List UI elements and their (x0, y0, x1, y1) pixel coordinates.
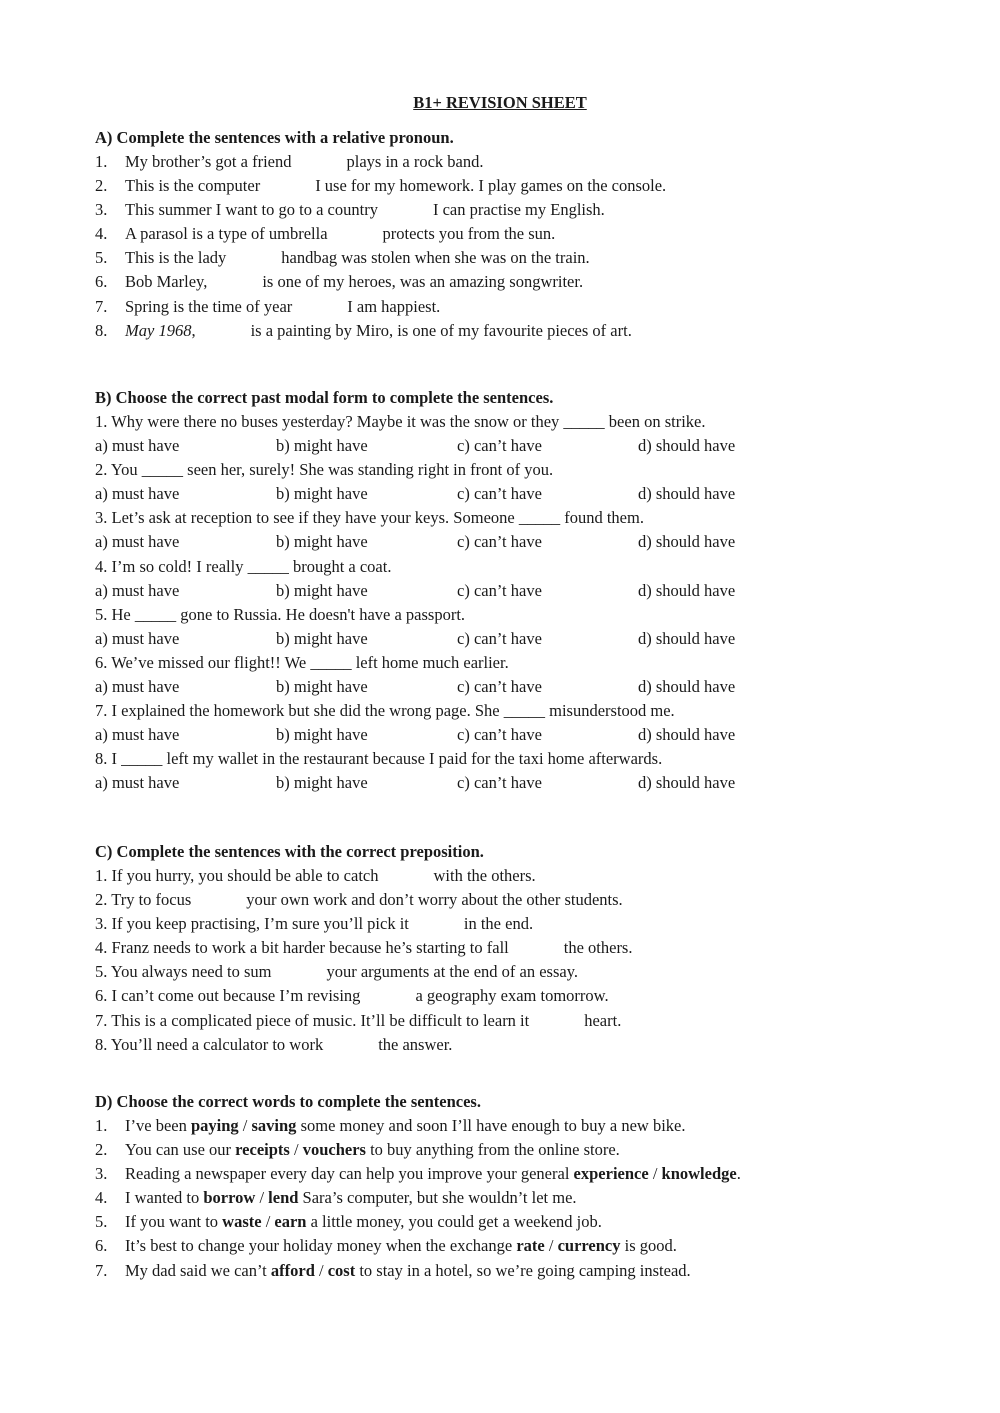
item-number: 4. (95, 224, 108, 244)
question: 1. Why were there no buses yesterday? Maybe it was the snow or they _____ been on strike. (95, 412, 706, 431)
option-a: a) must have (95, 580, 180, 600)
list-item (95, 1234, 955, 1258)
answer-options (95, 482, 955, 506)
item-number: 5. (95, 1212, 108, 1232)
item-number: 1. (95, 152, 108, 171)
sentence-end: the answer. (378, 1034, 453, 1054)
word-choice-2: lend (268, 1188, 299, 1208)
sentence-start: 6. I can’t come out because I’m revising (95, 986, 361, 1006)
page-title: B1+ REVISION SHEET (413, 93, 587, 112)
list-item (95, 295, 955, 319)
choice-separator: / (261, 1212, 275, 1232)
sentence-start: My brother’s got a friend (125, 152, 292, 171)
sentence-start: I’ve been (125, 1116, 191, 1135)
word-choice-2: saving (251, 1116, 297, 1135)
option-b: b) might have (276, 436, 368, 456)
sentence-end: protects you from the sun. (382, 224, 556, 244)
list-item (95, 888, 955, 912)
option-a: a) must have (95, 484, 180, 504)
sentence-end: with the others. (433, 866, 536, 885)
option-d: d) should have (638, 484, 736, 504)
choice-separator: / (238, 1116, 252, 1135)
sentence-start: You can use our (125, 1140, 236, 1160)
item-number: 3. (95, 200, 108, 220)
sentence-start: 4. Franz needs to work a bit harder because he’s starting to fall (95, 938, 509, 958)
sentence-end: a geography exam tomorrow. (415, 986, 609, 1006)
word-choice-1: receipts (235, 1140, 290, 1160)
option-c: c) can’t have (457, 532, 542, 552)
word-choice-2: knowledge (661, 1164, 737, 1184)
question: 8. I _____ left my wallet in the restaurant because I paid for the taxi home afterwards. (95, 749, 663, 769)
word-choice-1: waste (222, 1212, 262, 1232)
list-item (95, 1259, 955, 1283)
sentence-start: 5. You always need to sum (95, 962, 272, 982)
question: 7. I explained the homework but she did the wrong page. She _____ misunderstood me. (95, 701, 675, 721)
choice-separator: / (314, 1260, 328, 1280)
section-b-heading: B) Choose the correct past modal form to complete the sentences. (95, 388, 554, 407)
answer-options (95, 434, 955, 458)
section-d-heading: D) Choose the correct words to complete the sentences. (95, 1092, 481, 1111)
word-choice-2: cost (327, 1260, 356, 1280)
sentence-end: is a painting by Miro, is one of my favourite pieces of art. (250, 320, 632, 340)
option-b: b) might have (276, 677, 368, 697)
option-a: a) must have (95, 436, 180, 456)
option-c: c) can’t have (457, 484, 542, 504)
option-d: d) should have (638, 773, 736, 793)
artwork-title: May 1968 (125, 320, 192, 340)
section-c (95, 840, 955, 1057)
list-item (95, 984, 955, 1008)
sentence-start: I wanted to (125, 1188, 204, 1208)
sentence-end: is one of my heroes, was an amazing songwriter. (262, 272, 584, 292)
section-a (95, 126, 955, 343)
option-c: c) can’t have (457, 436, 542, 456)
sentence-end: to stay in a hotel, so we’re going camping instead. (355, 1260, 691, 1280)
option-a: a) must have (95, 532, 180, 552)
word-choice-1: paying (190, 1116, 239, 1135)
option-b: b) might have (276, 725, 368, 745)
list-item (95, 150, 955, 174)
word-choice-2: currency (557, 1236, 621, 1256)
answer-options (95, 579, 955, 603)
word-choice-2: vouchers (302, 1140, 366, 1160)
answer-options (95, 627, 955, 651)
option-a: a) must have (95, 628, 180, 648)
sentence-end: . (736, 1164, 741, 1184)
word-choice-2: earn (274, 1212, 307, 1232)
sentence-start: 1. If you hurry, you should be able to catch (95, 866, 379, 885)
list-item (95, 270, 955, 294)
question: 4. I’m so cold! I really _____ brought a coat. (95, 556, 392, 576)
option-b: b) might have (276, 580, 368, 600)
answer-options (95, 530, 955, 554)
sentence-end: your arguments at the end of an essay. (326, 962, 579, 982)
sentence-start: My dad said we can’t (125, 1260, 271, 1280)
sentence-start: Reading a newspaper every day can help you improve your general (125, 1164, 574, 1184)
sentence-start: This is the lady (125, 248, 227, 268)
sentence-start: 7. This is a complicated piece of music. It’ll be difficult to learn it (95, 1010, 530, 1030)
question: 5. He _____ gone to Russia. He doesn't have a passport. (95, 604, 466, 624)
sentence-end: the others. (563, 938, 633, 958)
option-d: d) should have (638, 580, 736, 600)
sentence-start: 3. If you keep practising, I’m sure you’ll pick it (95, 914, 409, 934)
option-b: b) might have (276, 484, 368, 504)
option-b: b) might have (276, 628, 368, 648)
question: 2. You _____ seen her, surely! She was standing right in front of you. (95, 460, 554, 480)
list-item (95, 174, 955, 198)
sentence-end: your own work and don’t worry about the other students. (246, 890, 623, 910)
option-c: c) can’t have (457, 580, 542, 600)
list-item (95, 222, 955, 246)
word-choice-1: rate (516, 1236, 545, 1256)
option-d: d) should have (638, 436, 736, 456)
sentence-start: This summer I want to go to a country (125, 200, 378, 220)
sentence-end: heart. (584, 1010, 622, 1030)
choice-separator: / (544, 1236, 558, 1256)
sentence-start: This is the computer (125, 176, 261, 196)
list-item (95, 198, 955, 222)
sentence-end: is good. (620, 1236, 677, 1256)
list-item (95, 1033, 955, 1057)
sentence-end: some money and soon I’ll have enough to buy a new bike. (296, 1116, 686, 1135)
option-a: a) must have (95, 725, 180, 745)
list-item (95, 912, 955, 936)
answer-options (95, 723, 955, 747)
sentence-end: handbag was stolen when she was on the train. (281, 248, 590, 268)
item-number: 2. (95, 176, 108, 196)
option-a: a) must have (95, 677, 180, 697)
option-d: d) should have (638, 677, 736, 697)
answer-options (95, 675, 955, 699)
sentence-start: It’s best to change your holiday money when the exchange (125, 1236, 517, 1256)
list-item (95, 1210, 955, 1234)
sentence-start: , (191, 320, 196, 340)
list-item (95, 1186, 955, 1210)
option-c: c) can’t have (457, 773, 542, 793)
sentence-start: Bob Marley, (125, 272, 208, 292)
word-choice-1: experience (573, 1164, 649, 1184)
option-d: d) should have (638, 628, 736, 648)
option-b: b) might have (276, 773, 368, 793)
word-choice-1: afford (270, 1260, 315, 1280)
choice-separator: / (648, 1164, 662, 1184)
item-number: 4. (95, 1188, 108, 1208)
item-number: 6. (95, 1236, 108, 1256)
section-a-heading: A) Complete the sentences with a relative pronoun. (95, 128, 454, 147)
question: 6. We’ve missed our flight!! We _____ left home much earlier. (95, 652, 509, 672)
sentence-start: 2. Try to focus (95, 890, 192, 910)
section-d (95, 1090, 955, 1283)
option-d: d) should have (638, 532, 736, 552)
sentence-start: If you want to (125, 1212, 223, 1232)
item-number: 2. (95, 1140, 108, 1160)
sentence-end: a little money, you could get a weekend job. (306, 1212, 602, 1232)
option-a: a) must have (95, 773, 180, 793)
word-choice-1: borrow (203, 1188, 256, 1208)
list-item (95, 1114, 955, 1138)
list-item (95, 1162, 955, 1186)
list-item (95, 1009, 955, 1033)
choice-separator: / (255, 1188, 269, 1208)
list-item (95, 246, 955, 270)
sentence-start: Spring is the time of year (125, 296, 293, 316)
list-item (95, 864, 955, 888)
list-item (95, 319, 955, 343)
sentence-end: Sara’s computer, but she wouldn’t let me. (298, 1188, 577, 1208)
item-number: 5. (95, 248, 108, 268)
sentence-end: to buy anything from the online store. (365, 1140, 620, 1160)
option-d: d) should have (638, 725, 736, 745)
item-number: 1. (95, 1116, 108, 1135)
option-c: c) can’t have (457, 677, 542, 697)
option-c: c) can’t have (457, 628, 542, 648)
answer-options (95, 771, 955, 795)
option-b: b) might have (276, 532, 368, 552)
item-number: 7. (95, 1260, 108, 1280)
question: 3. Let’s ask at reception to see if they have your keys. Someone _____ found them. (95, 508, 644, 528)
sentence-start: A parasol is a type of umbrella (125, 224, 328, 244)
item-number: 6. (95, 272, 108, 292)
sentence-end: plays in a rock band. (346, 152, 484, 171)
list-item (95, 960, 955, 984)
item-number: 7. (95, 296, 108, 316)
section-c-heading: C) Complete the sentences with the correct preposition. (95, 842, 484, 861)
sentence-end: I can practise my English. (432, 200, 605, 220)
item-number: 8. (95, 320, 108, 340)
sentence-end: in the end. (463, 914, 534, 934)
sentence-end: I am happiest. (347, 296, 441, 316)
list-item (95, 936, 955, 960)
section-b (95, 386, 955, 796)
option-c: c) can’t have (457, 725, 542, 745)
sentence-end: I use for my homework. I play games on the console. (315, 176, 667, 196)
choice-separator: / (289, 1140, 303, 1160)
sentence-start: 8. You’ll need a calculator to work (95, 1034, 324, 1054)
item-number: 3. (95, 1164, 108, 1184)
list-item (95, 1138, 955, 1162)
